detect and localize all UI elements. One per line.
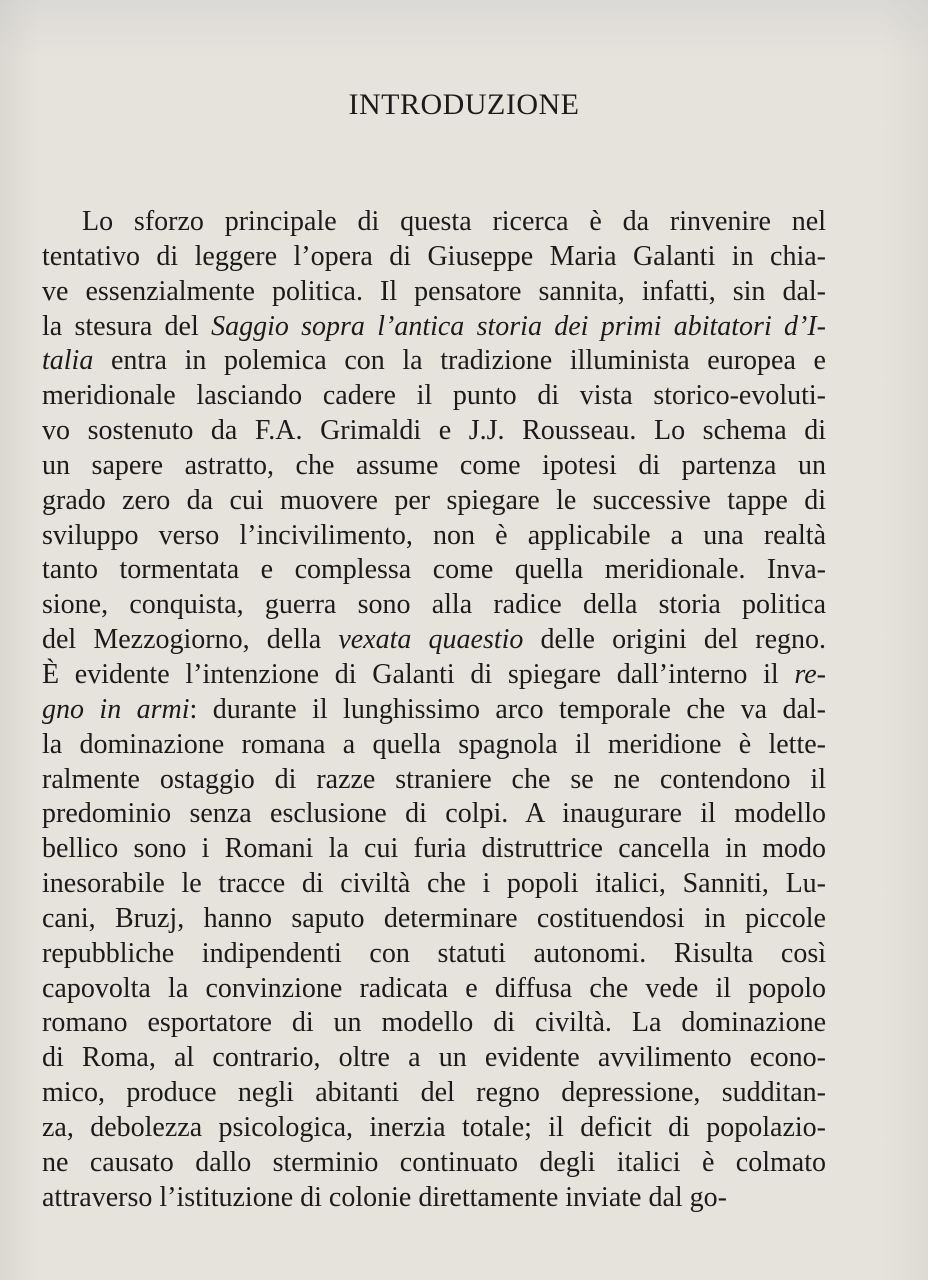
text-line: [42, 519, 826, 554]
line-text: bellico sono i Romani la cui furia distruttrice cancella in modo: [42, 833, 826, 865]
line-text: ve essenzialmente politica. Il pensatore sannita, infatti, sin dal-: [42, 275, 826, 307]
line-text: inesorabile le tracce di civiltà che i popoli italici, Sanniti, Lu-: [42, 868, 826, 900]
text-line: [42, 1076, 826, 1111]
line-text: un sapere astratto, che assume come ipotesi di partenza un: [42, 449, 826, 481]
line-text: mico, produce negli abitanti del regno depressione, sudditan-: [42, 1077, 826, 1109]
line-text: ne causato dallo sterminio continuato degli italici è colmato: [42, 1146, 826, 1178]
line-text: sione, conquista, guerra sono alla radice della storia politica: [42, 589, 826, 621]
line-text: sviluppo verso l’incivilimento, non è applicabile a una realtà: [42, 519, 826, 551]
line-text: repubbliche indipendenti con statuti autonomi. Risulta così: [42, 937, 826, 969]
text-line: [42, 623, 826, 658]
text-line: [42, 553, 826, 588]
line-text: : durante il lunghissimo arco temporale che va dal-: [189, 693, 826, 725]
italic-text: talia: [42, 345, 94, 377]
text-line: [42, 240, 826, 275]
text-line: [42, 658, 826, 693]
line-text: cani, Bruzj, hanno saputo determinare costituendosi in piccole: [42, 902, 826, 934]
line-text: capovolta la convinzione radicata e diffusa che vede il popolo: [42, 972, 826, 1004]
text-line: [42, 797, 826, 832]
text-line: [42, 379, 826, 414]
line-text: za, debolezza psicologica, inerzia totale; il deficit di popolazio-: [42, 1111, 826, 1143]
italic-text: vexata quaestio: [338, 624, 524, 656]
text-line: [42, 1006, 826, 1041]
italic-text: gno in armi: [42, 693, 190, 725]
line-text: del Mezzogiorno, della: [42, 624, 339, 656]
text-line: [42, 902, 826, 937]
text-line: [42, 414, 826, 449]
text-line: [42, 1146, 826, 1181]
text-line: [42, 449, 826, 484]
text-line: [42, 937, 826, 972]
italic-text: Saggio sopra l’antica storia dei primi abitatori d’I-: [211, 310, 827, 342]
text-line: [42, 1111, 826, 1146]
text-line: [42, 484, 826, 519]
text-line: [42, 588, 826, 623]
body-text: [42, 205, 826, 1215]
text-line: [42, 1041, 826, 1076]
line-text: grado zero da cui muovere per spiegare le successive tappe di: [42, 484, 826, 516]
text-line: [42, 275, 826, 310]
text-line: [42, 1181, 826, 1216]
line-text: ralmente ostaggio di razze straniere che se ne contendono il: [42, 763, 826, 795]
line-text: attraverso l’istituzione di colonie direttamente inviate dal go-: [42, 1181, 727, 1213]
text-line: [42, 344, 826, 379]
line-text: vo sostenuto da F.A. Grimaldi e J.J. Rousseau. Lo schema di: [42, 415, 826, 447]
text-line: [42, 867, 826, 902]
italic-text: re-: [794, 658, 826, 690]
chapter-title: INTRODUZIONE: [348, 88, 580, 121]
line-text: Lo sforzo principale di questa ricerca è da rinvenire nel: [82, 206, 826, 237]
text-line: [42, 205, 826, 240]
line-text: meridionale lasciando cadere il punto di vista storico-evoluti-: [42, 380, 826, 412]
text-line: [42, 972, 826, 1007]
line-text: la dominazione romana a quella spagnola il meridione è lette-: [42, 728, 826, 760]
line-text: predominio senza esclusione di colpi. A inaugurare il modello: [42, 798, 826, 830]
line-text: delle origini del regno.: [523, 624, 827, 656]
line-text: tanto tormentata e complessa come quella meridionale. Inva-: [42, 554, 826, 586]
line-text: tentativo di leggere l’opera di Giuseppe Maria Galanti in chia-: [42, 240, 826, 272]
text-line: [42, 832, 826, 867]
text-line: [42, 728, 826, 763]
line-text: di Roma, al contrario, oltre a un evidente avvilimento econo-: [42, 1042, 826, 1074]
line-text: romano esportatore di un modello di civiltà. La dominazione: [42, 1007, 826, 1039]
line-text: entra in polemica con la tradizione illuminista europea e: [93, 345, 826, 377]
text-line: [42, 763, 826, 798]
text-line: [42, 693, 826, 728]
text-line: [42, 310, 826, 345]
line-text: la stesura del: [42, 310, 212, 342]
line-text: È evidente l’intenzione di Galanti di spiegare dall’interno il: [42, 658, 795, 690]
